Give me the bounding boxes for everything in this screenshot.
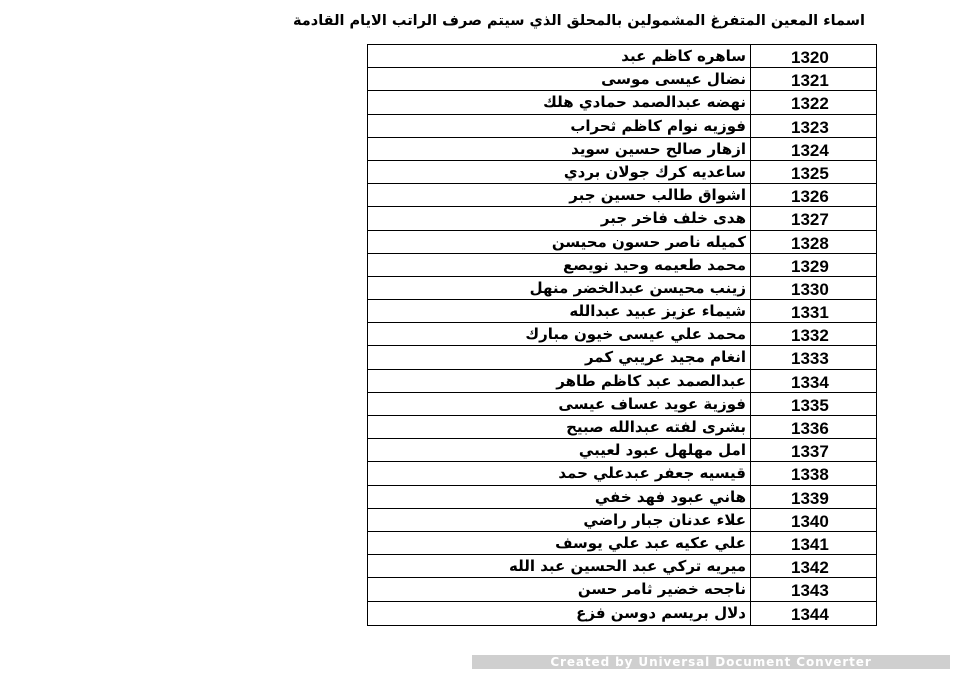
employee-number-cell: 1343: [791, 581, 829, 601]
employee-name-cell: اشواق طالب حسين جبر: [368, 184, 751, 206]
employee-number-cell: 1323: [791, 117, 829, 137]
table-row: [368, 462, 876, 485]
employee-name-cell: ساهره كاظم عبد: [368, 45, 751, 67]
table-row: [368, 161, 876, 184]
table-row: [368, 578, 876, 601]
table-row: [368, 207, 876, 230]
employee-number-cell: 1339: [791, 488, 829, 508]
employee-name-cell: كميله ناصر حسون محيسن: [368, 231, 751, 253]
employee-name-cell: علي عكيه عبد علي يوسف: [368, 532, 751, 554]
table-row: [368, 300, 876, 323]
table-row: [368, 184, 876, 207]
employee-name-cell: محمد علي عيسى خيون مبارك: [368, 323, 751, 345]
employee-name-cell: محمد طعيمه وحيد نويصع: [368, 254, 751, 276]
employee-name-cell: فوزية عويد عساف عيسى: [368, 393, 751, 415]
table-row: [368, 115, 876, 138]
employee-name-cell: هاني عبود فهد خفي: [368, 486, 751, 508]
table-row: [368, 509, 876, 532]
employee-number-cell: 1326: [791, 187, 829, 207]
page-title: اسماء المعين المتفرغ المشمولين بالمحلق الذي سيتم صرف الراتب الايام القادمة: [292, 13, 865, 29]
table-row: [368, 68, 876, 91]
employee-number-cell: 1331: [791, 303, 829, 323]
names-table: [367, 44, 877, 626]
employee-name-cell: قيسيه جعفر عبدعلي حمد: [368, 462, 751, 484]
table-row: [368, 532, 876, 555]
employee-number-cell: 1336: [791, 419, 829, 438]
table-row: [368, 346, 876, 369]
employee-number-cell: 1322: [791, 94, 829, 114]
employee-number-cell: 1340: [791, 511, 829, 531]
employee-name-cell: هدى خلف فاخر جبر: [368, 207, 751, 229]
employee-name-cell: ازهار صالح حسين سويد: [368, 138, 751, 160]
employee-number-cell: 1329: [791, 256, 829, 276]
employee-name-cell: نهضه عبدالصمد حمادي هلك: [368, 91, 751, 113]
table-row: [368, 323, 876, 346]
table-row: [368, 277, 876, 300]
converter-watermark: Created by Universal Document Converter: [472, 655, 950, 669]
employee-name-cell: انغام مجيد عريبي كمر: [368, 346, 751, 368]
employee-number-cell: 1332: [791, 326, 829, 346]
employee-name-cell: علاء عدنان جبار راضي: [368, 509, 751, 531]
table-row: [368, 254, 876, 277]
employee-name-cell: ناجحه خضير ثامر حسن: [368, 578, 751, 600]
employee-number-cell: 1333: [791, 349, 829, 369]
employee-number-cell: 1342: [791, 558, 829, 578]
employee-number-cell: 1341: [791, 534, 829, 554]
employee-name-cell: دلال بريسم دوسن فزع: [368, 602, 751, 625]
employee-name-cell: بشرى لفته عبدالله صبيح: [368, 416, 751, 438]
table-row: [368, 555, 876, 578]
employee-number-cell: 1337: [791, 442, 829, 462]
employee-name-cell: عبدالصمد عبد كاظم طاهر: [368, 370, 751, 392]
employee-number-cell: 1335: [791, 395, 829, 415]
table-row: [368, 231, 876, 254]
employee-name-cell: ميريه تركي عبد الحسين عبد الله: [368, 555, 751, 577]
employee-number-cell: 1334: [791, 372, 829, 392]
employee-name-cell: فوزيه نوام كاظم ثحراب: [368, 115, 751, 137]
employee-name-cell: امل مهلهل عبود لعيبي: [368, 439, 751, 461]
employee-number-cell: 1328: [791, 233, 829, 253]
table-row: [368, 138, 876, 161]
employee-name-cell: شيماء عزيز عبيد عبدالله: [368, 300, 751, 322]
employee-number-cell: 1325: [791, 163, 829, 183]
table-row: [368, 91, 876, 114]
table-row: [368, 486, 876, 509]
table-row: [368, 370, 876, 393]
employee-number-cell: 1320: [791, 48, 829, 67]
employee-number-cell: 1344: [791, 604, 829, 624]
employee-number-cell: 1338: [791, 465, 829, 485]
employee-number-cell: 1327: [791, 210, 829, 230]
table-row: [368, 416, 876, 439]
employee-name-cell: ساعديه كرك جولان بردي: [368, 161, 751, 183]
table-row: [368, 393, 876, 416]
employee-number-cell: 1330: [791, 279, 829, 299]
employee-number-cell: 1321: [791, 71, 829, 91]
table-row: [368, 602, 876, 625]
employee-name-cell: نضال عيسى موسى: [368, 68, 751, 90]
employee-number-cell: 1324: [791, 140, 829, 160]
table-row: [368, 45, 876, 68]
employee-name-cell: زينب محيسن عبدالخضر منهل: [368, 277, 751, 299]
table-row: [368, 439, 876, 462]
